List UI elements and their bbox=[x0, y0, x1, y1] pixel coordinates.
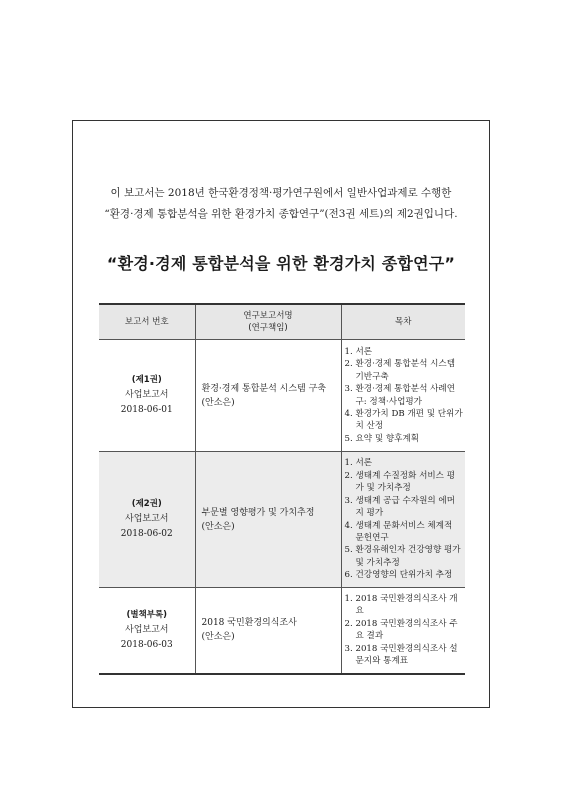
list-item: 2. 생태계 수질정화 서비스 평가 및 가치추정 bbox=[344, 470, 456, 494]
list-item: 6. 건강영향의 단위가치 추정 bbox=[344, 570, 453, 581]
report-number-cell bbox=[99, 452, 195, 588]
report-number-cell bbox=[99, 340, 195, 452]
report-title-cell bbox=[195, 588, 341, 674]
report-author: (안소은) bbox=[201, 632, 235, 643]
list-item: 4. 생태계 문화서비스 체계적 문헌연구 bbox=[344, 520, 453, 543]
report-date: 2018-06-03 bbox=[120, 639, 173, 650]
report-author: (안소은) bbox=[201, 521, 235, 532]
page-frame bbox=[72, 120, 490, 708]
report-name: 부문별 영향평가 및 가치추정 bbox=[201, 507, 315, 518]
report-date: 2018-06-01 bbox=[120, 405, 173, 415]
table-row bbox=[99, 340, 465, 452]
report-name: 환경·경제 통합분석 시스템 구축 bbox=[201, 383, 326, 394]
list-item: 1. 서론 bbox=[344, 346, 373, 357]
header-report-number: 보고서 번호 bbox=[99, 304, 195, 340]
volume-label: (제2권) bbox=[131, 499, 162, 509]
report-table bbox=[99, 303, 465, 675]
report-type: 사업보고서 bbox=[125, 624, 169, 635]
report-title-cell bbox=[195, 340, 341, 452]
list-item: 3. 생태계 공급 수자원의 에머지 평가 bbox=[344, 495, 456, 519]
header-contents: 목차 bbox=[341, 304, 465, 340]
list-item: 3. 2018 국민환경의식조사 설문지와 통계표 bbox=[344, 643, 458, 667]
report-type: 사업보고서 bbox=[125, 390, 169, 400]
header-report-title bbox=[195, 304, 341, 340]
volume-label: (제1권) bbox=[131, 375, 162, 385]
report-name: 2018 국민환경의식조사 bbox=[201, 618, 297, 629]
list-item: 2. 환경·경제 통합분석 시스템 기반구축 bbox=[344, 359, 456, 382]
list-item: 2. 2018 국민환경의식조사 주요 결과 bbox=[344, 618, 458, 642]
report-type: 사업보고서 bbox=[125, 514, 169, 524]
report-number-cell bbox=[99, 588, 195, 674]
header-report-title-line-2: (연구책임) bbox=[248, 323, 288, 333]
report-title-cell bbox=[195, 452, 341, 588]
intro-text bbox=[73, 183, 489, 225]
contents-list bbox=[345, 457, 464, 581]
contents-cell bbox=[341, 340, 465, 452]
intro-line-1: 이 보고서는 2018년 한국환경정책·평가연구원에서 일반사업과제로 수행한 bbox=[110, 187, 452, 199]
contents-list bbox=[345, 346, 464, 445]
volume-label: (별책부록) bbox=[126, 609, 168, 620]
report-date: 2018-06-02 bbox=[120, 529, 173, 539]
intro-line-2: “환경·경제 통합분석을 위한 환경가치 종합연구”(전3권 세트)의 제2권입니다. bbox=[104, 208, 458, 220]
list-item: 3. 환경·경제 통합분석 사례연구: 정책·사업평가 bbox=[344, 384, 456, 407]
document-title: “환경·경제 통합분석을 위한 환경가치 종합연구” bbox=[106, 254, 456, 273]
list-item: 1. 서론 bbox=[344, 458, 373, 469]
report-author: (안소은) bbox=[201, 397, 235, 408]
list-item: 5. 환경유해인자 건강영향 평가 및 가치추정 bbox=[344, 545, 461, 568]
table-header-row bbox=[99, 304, 465, 340]
contents-list bbox=[345, 593, 464, 667]
header-report-title-line-1: 연구보고서명 bbox=[243, 311, 293, 321]
list-item: 1. 2018 국민환경의식조사 개요 bbox=[344, 594, 458, 617]
list-item: 4. 환경가치 DB 개편 및 단위가치 산정 bbox=[344, 408, 463, 432]
table-row bbox=[99, 588, 465, 674]
contents-cell bbox=[341, 588, 465, 674]
table-row bbox=[99, 452, 465, 588]
list-item: 5. 요약 및 향후계획 bbox=[344, 433, 420, 444]
contents-cell bbox=[341, 452, 465, 588]
